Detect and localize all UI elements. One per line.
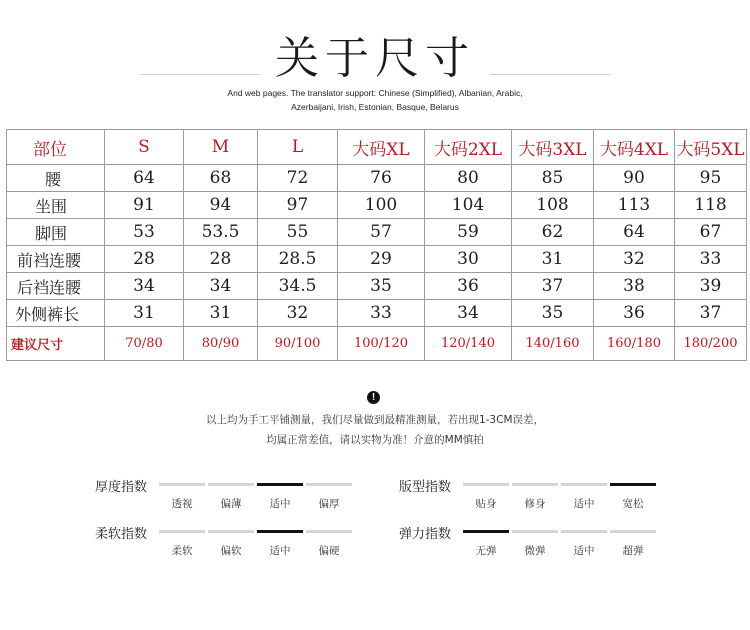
table-cell: 37 (512, 273, 594, 300)
header-cell: 大码XL (338, 130, 425, 165)
row-label: 脚围 (7, 219, 105, 246)
row-label: 前裆连腰 (7, 246, 105, 273)
table-cell: 31 (105, 300, 184, 327)
index-option: 宽松 (622, 498, 644, 510)
table-cell: 33 (675, 246, 747, 273)
header-cell: M (184, 130, 258, 165)
subtitle-line-1: And web pages. The translator support: Chinese (Simplified), Albanian, Arabic, (227, 88, 523, 98)
table-cell: 28.5 (258, 246, 338, 273)
table-row (7, 273, 747, 300)
index-option: 透视 (171, 498, 193, 510)
table-cell: 32 (258, 300, 338, 327)
table-cell: 34.5 (258, 273, 338, 300)
table-row (7, 219, 747, 246)
index-option: 偏厚 (318, 498, 340, 510)
index-option: 无弹 (475, 545, 497, 557)
table-cell: 91 (105, 192, 184, 219)
table-cell: 38 (594, 273, 675, 300)
table-cell: 94 (184, 192, 258, 219)
index-bar (208, 483, 254, 486)
index-option: 超弹 (622, 545, 644, 557)
table-cell: 113 (594, 192, 675, 219)
footer-cell: 90/100 (258, 327, 338, 361)
header-cell: 大码5XL (675, 130, 747, 165)
table-cell: 32 (594, 246, 675, 273)
footer-cell: 80/90 (184, 327, 258, 361)
table-cell: 55 (258, 219, 338, 246)
table-cell: 29 (338, 246, 425, 273)
table-row (7, 300, 747, 327)
row-label: 外侧裤长 (7, 300, 105, 327)
table-cell: 28 (105, 246, 184, 273)
index-bar (463, 530, 509, 533)
table-cell: 59 (425, 219, 512, 246)
footer-cell: 180/200 (675, 327, 747, 361)
index-bar (257, 530, 303, 533)
table-row (7, 165, 747, 192)
table-cell: 34 (184, 273, 258, 300)
index-option: 适中 (269, 545, 291, 557)
index-bar (610, 530, 656, 533)
header-cell: 部位 (7, 130, 105, 165)
table-row (7, 246, 747, 273)
footer-cell: 160/180 (594, 327, 675, 361)
table-cell: 118 (675, 192, 747, 219)
index-option: 修身 (524, 498, 546, 510)
header-cell: L (258, 130, 338, 165)
index-bar (208, 530, 254, 533)
index-label: 弹力指数 (399, 527, 452, 542)
table-cell: 57 (338, 219, 425, 246)
index-bar (159, 530, 205, 533)
table-footer-row (7, 327, 747, 361)
header-cell: 大码2XL (425, 130, 512, 165)
title-divider-left (140, 74, 260, 75)
index-option: 偏薄 (220, 498, 242, 510)
index-option: 偏软 (220, 545, 242, 557)
table-cell: 64 (594, 219, 675, 246)
table-cell: 95 (675, 165, 747, 192)
table-cell: 90 (594, 165, 675, 192)
table-cell: 33 (338, 300, 425, 327)
index-option: 适中 (573, 498, 595, 510)
table-cell: 104 (425, 192, 512, 219)
index-bar (610, 483, 656, 486)
index-option: 偏硬 (318, 545, 340, 557)
table-cell: 36 (425, 273, 512, 300)
header-cell: S (105, 130, 184, 165)
notice-line-2: 均属正常差值，请以实物为准！介意的MM慎拍 (266, 434, 484, 446)
table-cell: 53 (105, 219, 184, 246)
index-option: 柔软 (171, 545, 193, 557)
table-cell: 35 (338, 273, 425, 300)
table-row (7, 192, 747, 219)
notice-line-1: 以上均为手工平铺测量，我们尽量做到最精准测量，若出现1-3CM误差， (205, 414, 545, 426)
table-cell: 34 (425, 300, 512, 327)
index-bar (463, 483, 509, 486)
index-bar (306, 483, 352, 486)
table-cell: 72 (258, 165, 338, 192)
index-bar (306, 530, 352, 533)
footer-cell: 70/80 (105, 327, 184, 361)
header-cell: 大码4XL (594, 130, 675, 165)
table-cell: 62 (512, 219, 594, 246)
table-cell: 30 (425, 246, 512, 273)
footer-label: 建议尺寸 (7, 327, 105, 361)
table-cell: 80 (425, 165, 512, 192)
table-cell: 31 (512, 246, 594, 273)
index-option: 适中 (269, 498, 291, 510)
index-bar (257, 483, 303, 486)
table-cell: 97 (258, 192, 338, 219)
table-cell: 34 (105, 273, 184, 300)
size-table (6, 129, 747, 361)
index-bar (159, 483, 205, 486)
index-option: 微弹 (524, 545, 546, 557)
table-cell: 39 (675, 273, 747, 300)
footer-cell: 140/160 (512, 327, 594, 361)
index-bar (561, 530, 607, 533)
table-cell: 31 (184, 300, 258, 327)
table-cell: 100 (338, 192, 425, 219)
table-cell: 64 (105, 165, 184, 192)
footer-cell: 100/120 (338, 327, 425, 361)
table-cell: 67 (675, 219, 747, 246)
row-label: 腰 (7, 165, 105, 192)
table-cell: 36 (594, 300, 675, 327)
index-label: 厚度指数 (95, 480, 148, 495)
index-label: 版型指数 (399, 480, 452, 495)
index-option: 贴身 (475, 498, 497, 510)
table-cell: 76 (338, 165, 425, 192)
index-label: 柔软指数 (95, 527, 148, 542)
subtitle-line-2: Azerbaijani, Irish, Estonian, Basque, Belarus (291, 102, 459, 112)
table-cell: 28 (184, 246, 258, 273)
index-bar (561, 483, 607, 486)
footer-cell: 120/140 (425, 327, 512, 361)
exclamation-icon: ! (367, 391, 380, 404)
table-cell: 85 (512, 165, 594, 192)
index-option: 适中 (573, 545, 595, 557)
table-cell: 53.5 (184, 219, 258, 246)
table-cell: 108 (512, 192, 594, 219)
row-label: 坐围 (7, 192, 105, 219)
table-cell: 35 (512, 300, 594, 327)
title-divider-right (490, 74, 610, 75)
table-cell: 37 (675, 300, 747, 327)
page-title: 关于尺寸 (275, 33, 475, 84)
table-header-row (7, 130, 747, 165)
index-bar (512, 530, 558, 533)
row-label: 后裆连腰 (7, 273, 105, 300)
table-cell: 68 (184, 165, 258, 192)
header-cell: 大码3XL (512, 130, 594, 165)
index-bar (512, 483, 558, 486)
